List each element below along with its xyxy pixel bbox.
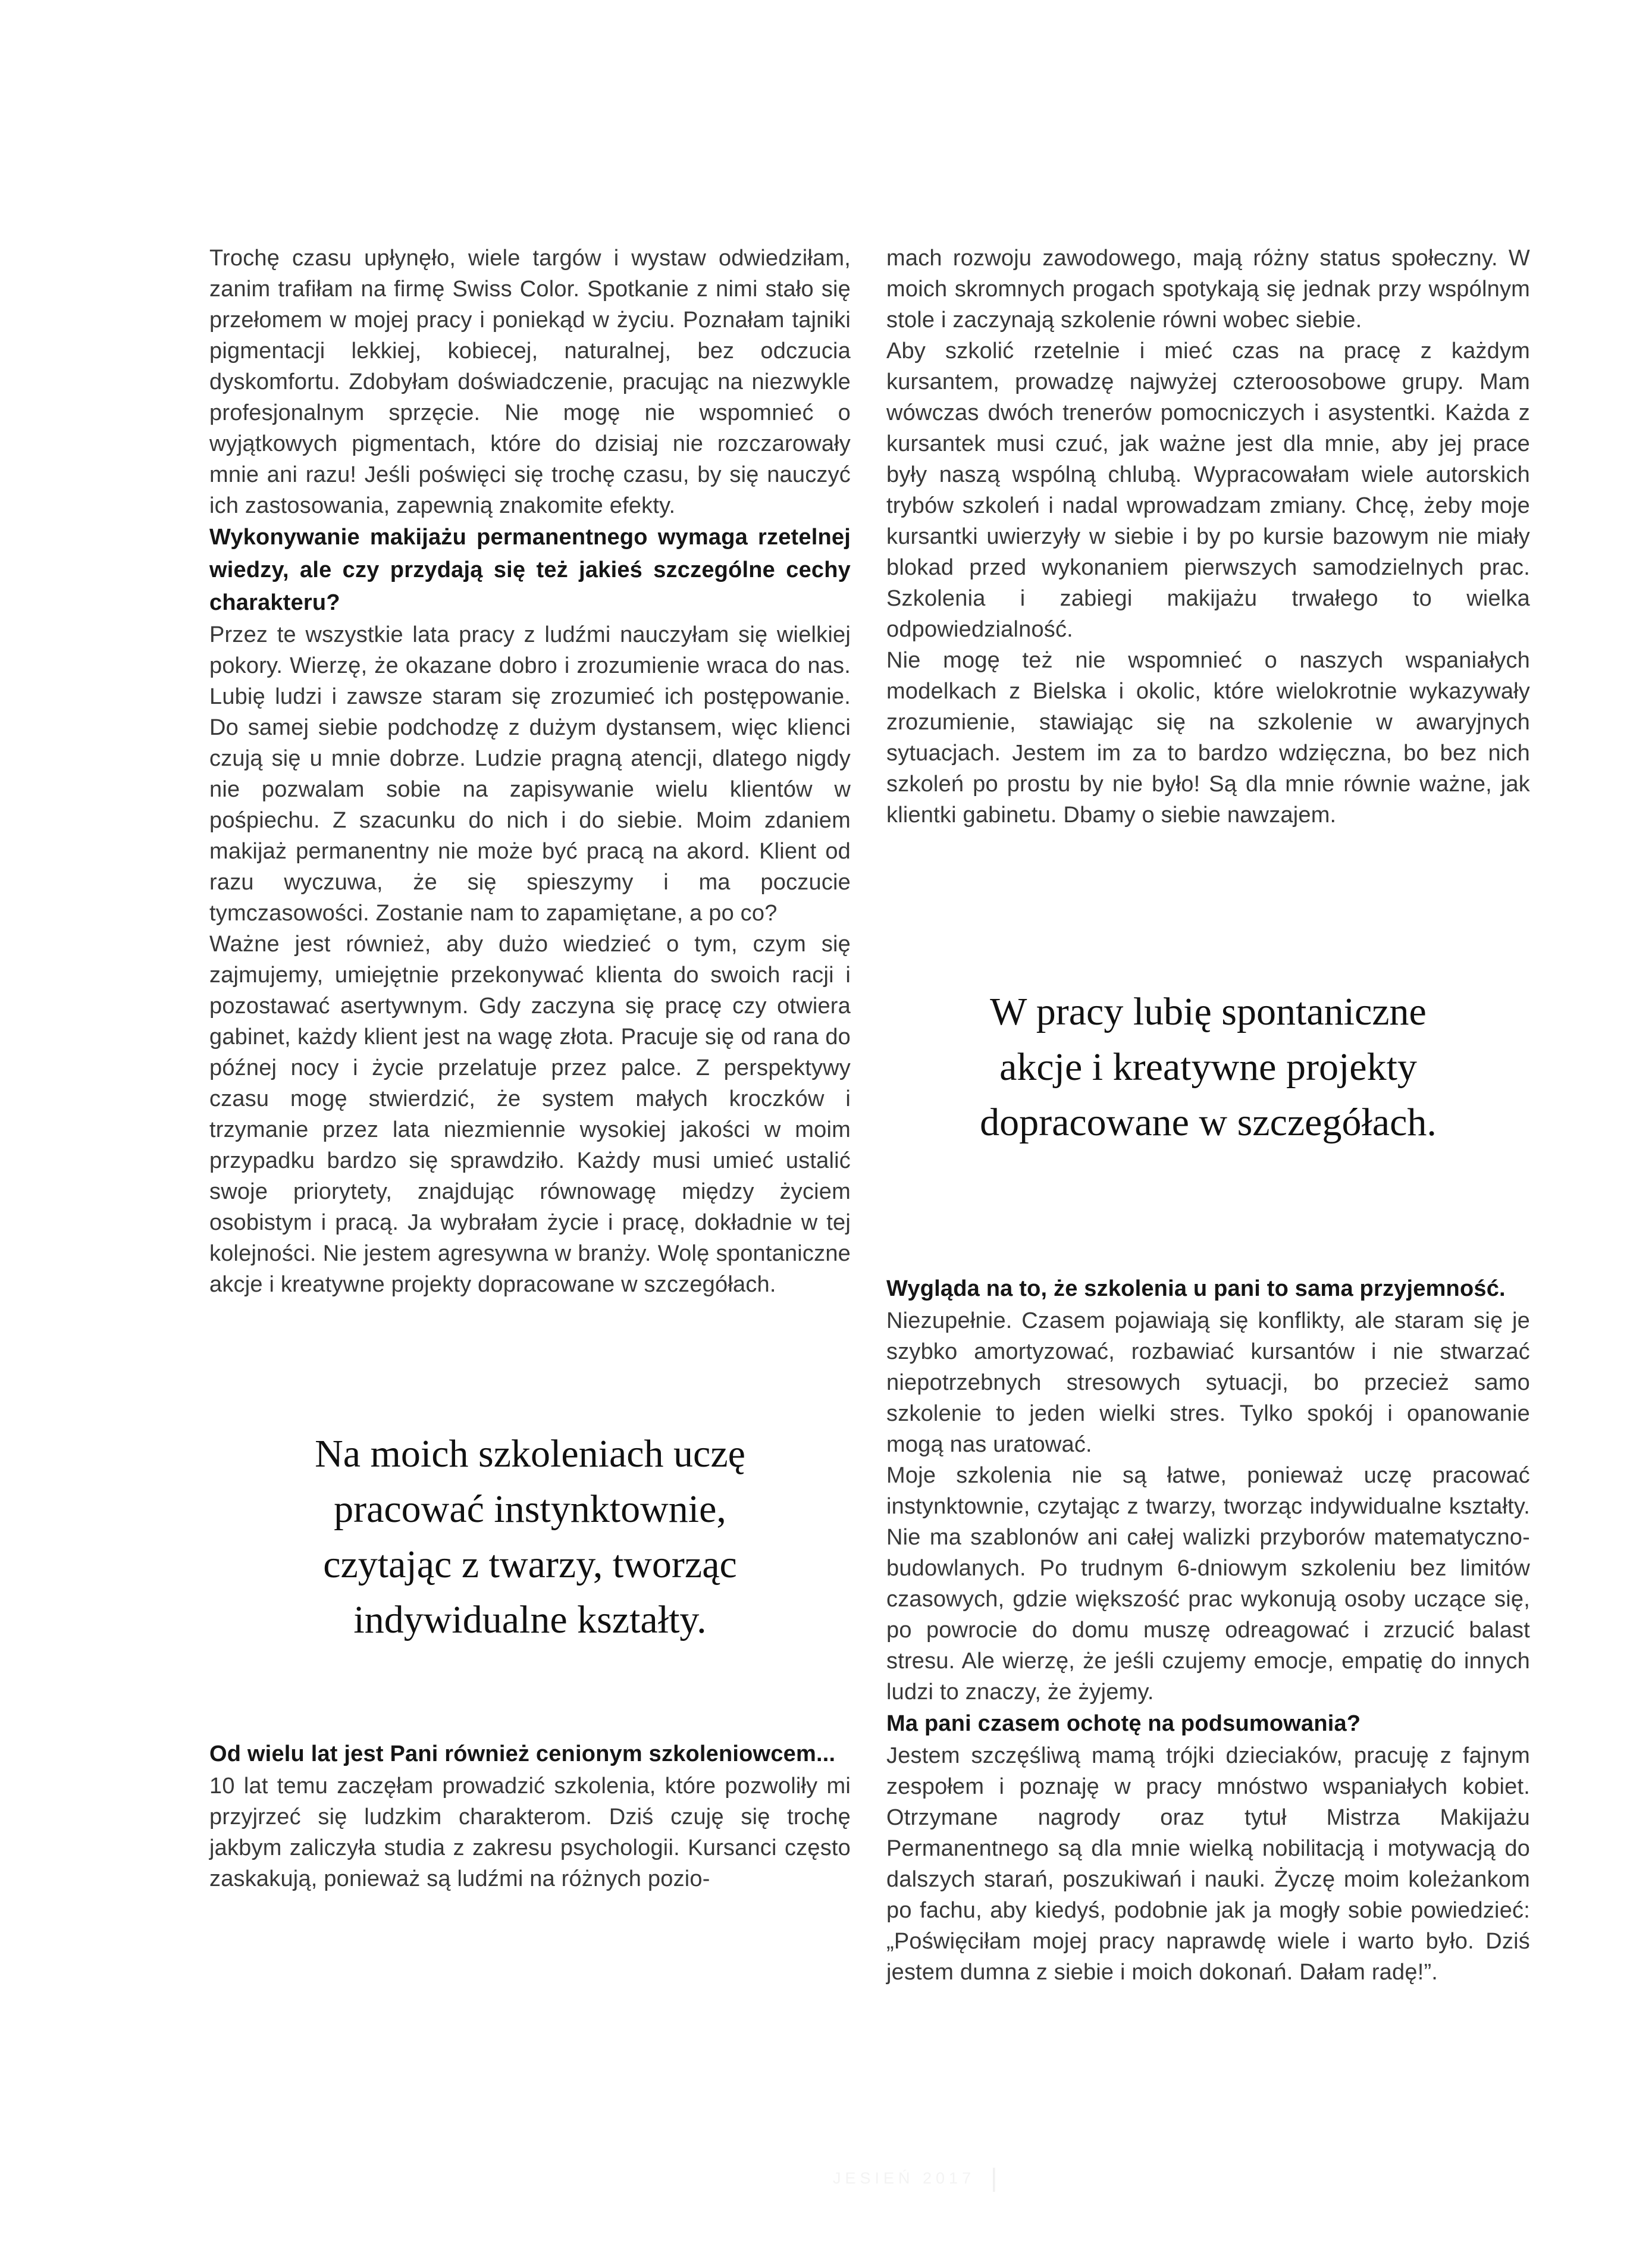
pull-quote-line: Na moich szkoleniach uczę [315,1432,745,1476]
answer-paragraph: Ważne jest również, aby dużo wiedzieć o tym, czym się zajmujemy, umiejętnie przekonywać klienta do swoich racji i pozostawać asertywnym. Gdy zaczyna się pracę czy otwiera gabinet, każdy klient jest na wagę złota. Pracuje się od rana do późnej nocy i życie przelatuje przez palce. Z perspektywy czasu mogę stwierdzić, że system małych kroczków i trzymanie przez lata niezmiennie wysokiej jakości w moim przypadku bardzo się sprawdziło. Każdy musi umieć ustalić swoje priorytety, znajdując równowagę między życiem osobistym i pracą. Ja wybrałam życie i pracę, dokładnie w tej kolejności. Nie jestem agresywna w branży. Wolę spontaniczne akcje i kreatywne projekty dopracowane w szczegółach. [209,932,851,1297]
interview-question: Wykonywanie makijażu permanentnego wymaga rzetelnej wiedzy, ale czy przydają się też jakieś szczególne cechy charakteru? [209,525,851,615]
interview-question: Ma pani czasem ochotę na podsumowania? [886,1711,1361,1736]
pull-quote-line: pracować instynktownie, [334,1487,726,1531]
right-column [886,243,1530,1988]
answer-paragraph: 10 lat temu zaczęłam prowadzić szkolenia, które pozwoliły mi przyjrzeć się ludzkim charakterom. Dziś czuję się trochę jakbym zaliczyła studia z zakresu psychologii. Kursanci często zaskakują, ponieważ są ludźmi na różnych pozio- [209,1774,851,1891]
answer-paragraph: Niezupełnie. Czasem pojawiają się konflikty, ale staram się je szybko amortyzować, rozbawiać kursantów i nie stwarzać niepotrzebnych stresowych sytuacji, bo przecież samo szkolenie to jeden wielki stres. Tylko spokój i opanowanie mogą nas uratować. [886,1308,1530,1457]
pull-quote-line: czytając z twarzy, tworząc [323,1543,737,1586]
article-columns [209,243,1530,1988]
answer-paragraph: Moje szkolenia nie są łatwe, ponieważ uczę pracować instynktownie, czytając z twarzy, tworząc indywidualne kształty. Nie ma szablonów ani całej walizki przyborów matematyczno-budowlanych. Po trudnym 6-dniowym szkoleniu bez limitów czasowych, gdzie większość prac wykonują osoby uczące się, po powrocie do domu muszę odreagować i zrzucić balast stresu. Ale wierzę, że jeśli czujemy emocje, empatię do innych ludzi to znaczy, że żyjemy. [886,1463,1530,1705]
answer-paragraph: Przez te wszystkie lata pracy z ludźmi nauczyłam się wielkiej pokory. Wierzę, że okazane dobro i zrozumienie wraca do nas. Lubię ludzi i zawsze staram się zrozumieć ich postępowanie. Do samej siebie podchodzę z dużym dystansem, więc klienci czują się u mnie dobrze. Ludzie pragną atencji, dlatego nigdy nie pozwalam sobie na zapisywanie wielu klientów w pośpiechu. Z szacunku do nich i do siebie. Moim zdaniem makijaż permanentny nie może być pracą na akord. Klient od razu wyczuwa, że się spieszymy i ma poczucie tymczasowości. Zostanie nam to zapamiętane, a po co? [209,622,851,926]
pull-quote [886,984,1530,1150]
pull-quote-line: W pracy lubię spontaniczne [990,990,1427,1033]
answer-paragraph: Aby szkolić rzetelnie i mieć czas na pracę z każdym kursantem, prowadzę najwyżej czteroosobowe grupy. Mam wówczas dwóch trenerów pomocniczych i asystentki. Każda z kursantek musi czuć, jak ważne jest dla mnie, aby jej prace były naszą wspólną chlubą. Wypracowałam wiele autorskich trybów szkoleń i nadal wprowadzam zmiany. Chcę, żeby moje kursantki uwierzyły w siebie i by po kursie bazowym nie miały blokad przed wykonaniem pierwszych samodzielnych prac. Szkolenia i zabiegi makijażu trwałego to wielka odpowiedzialność. [886,339,1530,642]
pull-quote-line: dopracowane w szczegółach. [980,1101,1437,1144]
left-column [209,243,851,1988]
pull-quote [209,1426,851,1647]
footer-divider: | [990,2163,998,2192]
footer-issue-label: JESIEŃ 2017 [833,2169,976,2187]
answer-paragraph: mach rozwoju zawodowego, mają różny status społeczny. W moich skromnych progach spotykają się jednak przy wspólnym stole i zaczynają szkolenie równi wobec siebie. [886,246,1530,333]
interview-question: Wygląda na to, że szkolenia u pani to sama przyjemność. [886,1276,1506,1301]
interview-question: Od wielu lat jest Pani również cenionym szkoleniowcem... [209,1741,836,1766]
answer-paragraph: Trochę czasu upłynęło, wiele targów i wystaw odwiedziłam, zanim trafiłam na firmę Swiss Color. Spotkanie z nimi stało się przełomem w mojej pracy i poniekąd w życiu. Poznałam tajniki pigmentacji lekkiej, kobiecej, naturalnej, bez odczucia dyskomfortu. Zdobyłam doświadczenie, pracując na niezwykle profesjonalnym sprzęcie. Nie mogę nie wspomnieć o wyjątkowych pigmentach, które do dzisiaj nie rozczarowały mnie ani razu! Jeśli poświęci się trochę czasu, by się nauczyć ich zastosowania, zapewnią znakomite efekty. [209,246,851,518]
pull-quote-line: akcje i kreatywne projekty [999,1045,1417,1089]
answer-paragraph: Nie mogę też nie wspomnieć o naszych wspaniałych modelkach z Bielska i okolic, które wielokrotnie wykazywały zrozumienie, stawiając się na szkolenie w awaryjnych sytuacjach. Jestem im za to bardzo wdzięczna, bo bez nich szkoleń po prostu by nie było! Są dla mnie równie ważne, jak klientki gabinetu. Dbamy o siebie nawzajem. [886,648,1530,828]
pull-quote-line: indywidualne kształty. [353,1598,707,1641]
page-footer [833,2163,998,2193]
answer-paragraph: Jestem szczęśliwą mamą trójki dzieciaków, pracuję z fajnym zespołem i poznaję w pracy mnóstwo wspaniałych kobiet. Otrzymane nagrody oraz tytuł Mistrza Makijażu Permanentnego są dla mnie wielką nobilitacją i motywacją do dalszych starań, poszukiwań i nauki. Życzę moim koleżankom po fachu, aby kiedyś, podobnie jak ja mogły sobie powiedzieć: „Poświęciłam mojej pracy naprawdę wiele i warto było. Dziś jestem dumna z siebie i moich dokonań. Dałam radę!”. [886,1743,1530,1985]
